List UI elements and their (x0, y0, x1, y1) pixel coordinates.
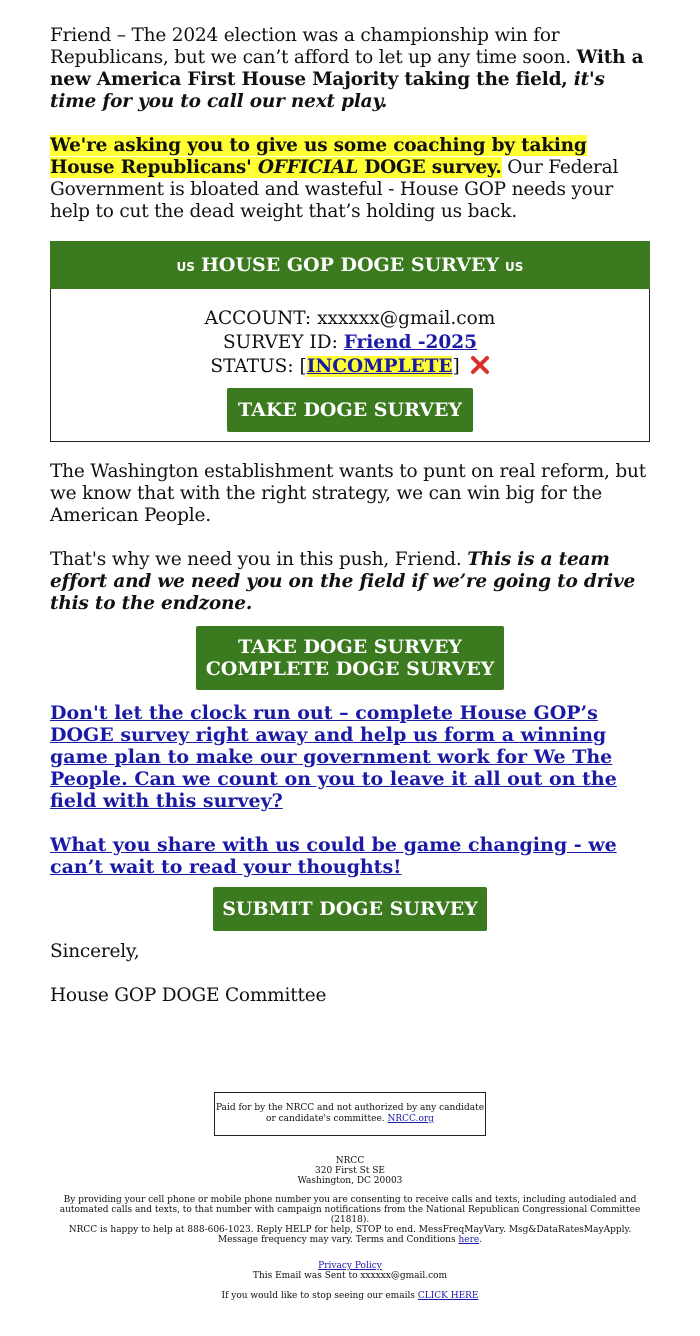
footer-address-line-2: Washington, DC 20003 (297, 1176, 403, 1186)
account-row (51, 307, 649, 331)
survey-card-header (50, 241, 650, 289)
survey-call-link[interactable]: Don't let the clock run out – complete House GOP’s DOGE survey right away and help us form a winning game plan to make our government work for We The People. Can we count on you to leave it all out on the field with this survey? (50, 702, 617, 812)
signature (50, 985, 650, 1007)
terms-link[interactable]: here (458, 1235, 480, 1245)
ask-highlight-italic: OFFICIAL (257, 157, 359, 178)
unsubscribe-text: If you would like to stop seeing our emails (221, 1291, 418, 1301)
intro-paragraph (50, 25, 650, 113)
body-text-2-emphasis: This is a team effort and we need you on the field if we’re going to drive this to the endzone. (50, 549, 636, 614)
footer-unsubscribe (50, 1291, 650, 1301)
account-value: xxxxxx@gmail.com (317, 308, 496, 329)
ask-highlight: We're asking you to give us some coaching by taking House Republicans' (50, 135, 587, 178)
body-text-1: The Washington establishment wants to punt on real reform, but we know that with the right strategy, we can win big for the American People. (50, 461, 646, 526)
take-complete-survey-button[interactable] (196, 626, 504, 690)
status-row (51, 355, 649, 379)
signoff (50, 941, 650, 963)
signature-text: House GOP DOGE Committee (50, 985, 327, 1006)
button-line-1: TAKE DOGE SURVEY (238, 636, 462, 658)
survey-id-row (51, 331, 649, 355)
status-bracket: ] (452, 356, 460, 377)
survey-card-title: HOUSE GOP DOGE SURVEY (200, 254, 500, 276)
footer-address-line-1: 320 First St SE (315, 1166, 385, 1176)
intro-bold: With a new America First House Majority taking the field, (50, 47, 644, 90)
privacy-policy-link[interactable]: Privacy Policy (318, 1261, 382, 1271)
footer-privacy (50, 1261, 650, 1281)
us-flag-icon: US (176, 260, 195, 274)
status-label: STATUS: [ (210, 356, 307, 377)
link-paragraph-1 (50, 702, 650, 812)
intro-text: Friend – The 2024 election was a championship win for Republicans, but we can’t afford to let up any time soon. (50, 25, 577, 68)
ask-paragraph (50, 135, 650, 223)
footer-org: NRCC (335, 1156, 365, 1166)
take-survey-button[interactable]: TAKE DOGE SURVEY (227, 388, 473, 432)
link-paragraph-2 (50, 834, 650, 878)
footer-help (50, 1225, 650, 1245)
help-end: . (479, 1235, 483, 1245)
consent-text: By providing your cell phone or mobile phone number you are consenting to receive calls and texts, including autodialed and automated calls and texts, to that number with campaign notifications from the National Republican Congressional Committee (21818). (59, 1195, 641, 1225)
body-paragraph-2 (50, 549, 650, 615)
us-flag-icon: US (505, 260, 524, 274)
footer-address (50, 1156, 650, 1186)
nrcc-link[interactable]: NRCC.org (387, 1114, 434, 1124)
survey-id-label: SURVEY ID: (222, 332, 338, 353)
survey-share-link[interactable]: What you share with us could be game changing - we can’t wait to read your thoughts! (50, 834, 617, 878)
ask-text: Our Federal Government is bloated and wasteful - House GOP needs your help to cut the dead weight that’s holding us back. (50, 157, 619, 222)
survey-id-link[interactable]: Friend -2025 (343, 332, 478, 353)
disclaimer-text: Paid for by the NRCC and not authorized by any candidate or candidate's committee. (215, 1103, 485, 1124)
ask-highlight-end: DOGE survey. (358, 157, 502, 178)
paid-for-disclaimer (214, 1092, 486, 1136)
footer-consent (50, 1195, 650, 1225)
unsubscribe-link[interactable]: CLICK HERE (417, 1291, 479, 1301)
button-line-2: COMPLETE DOGE SURVEY (205, 658, 495, 680)
help-text: NRCC is happy to help at 888-606-1023. Reply HELP for help, STOP to end. MessFreqMayVary. Msg&DataRatesMayApply. Message frequency may vary. Terms and Conditions (68, 1225, 632, 1245)
body-paragraph-1 (50, 461, 650, 527)
submit-survey-button[interactable]: SUBMIT DOGE SURVEY (213, 887, 487, 931)
account-label: ACCOUNT: (204, 308, 312, 329)
status-incomplete-link[interactable]: INCOMPLETE (306, 356, 453, 377)
body-text-2: That's why we need you in this push, Friend. (50, 549, 468, 570)
intro-italic: it's time for you to call our next play. (50, 69, 605, 112)
red-x-icon (470, 355, 490, 375)
signoff-text: Sincerely, (50, 941, 140, 962)
sent-to-text: This Email was Sent to xxxxxx@gmail.com (252, 1271, 448, 1281)
